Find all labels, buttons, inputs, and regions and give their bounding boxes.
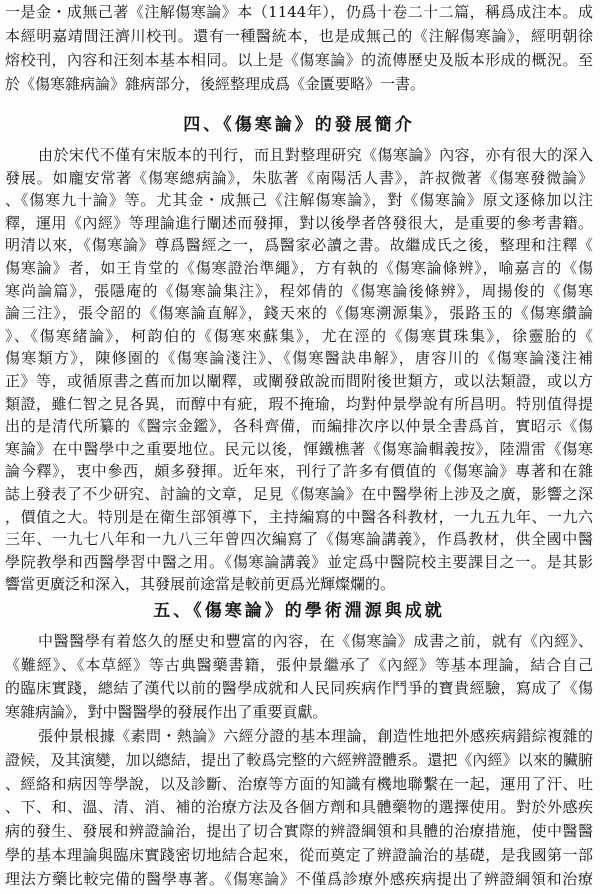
text-line: 寒尚論篇》，張隱庵的《傷寒論集注》，程郊倩的《傷寒論後條辨》，周揚俊的《傷寒 — [5, 281, 593, 300]
text-line: 三年、一九七八年和一九八三年曾四次編寫了《傷寒論講義》，作爲教材，供全國中醫 — [5, 530, 593, 549]
section-five-body — [5, 626, 593, 892]
text-line: 證候，及其演變，加以總結，提出了較爲完整的六經辨證體系。還把《內經》以來的臟腑 — [5, 750, 593, 769]
text-line: 病的發生、發展和辨證論治，提出了切合實際的辨證綱領和具體的治療措施，使中醫醫 — [5, 822, 593, 841]
text-line: 熔校刊，內容和汪刻本基本相同。以上是《傷寒論》的流傳歷史及版本形成的概況。至 — [5, 51, 593, 69]
text-line: 正》等，或循原書之舊而加以闡釋，或闡發啟說而間附後世類方，或以法類證，或以方 — [5, 371, 593, 390]
text-line: 發展。如龐安常著《傷寒總病論》，朱肱著《南陽活人書》，許叔微著《傷寒發微論》 — [5, 168, 593, 187]
text-line: 《難經》、《本草經》等古典醫藥書籍，張仲景繼承了《內經》等基本理論，結合自己 — [5, 655, 593, 674]
text-line: 釋，運用《內經》等理論進行闡述而發揮，對以後學者啓發很大，是重要的參考書籍。 — [5, 213, 593, 232]
text-line: 寒雜病論》，對中醫醫學的發展作出了重要貢獻。 — [5, 703, 328, 722]
text-line: 響當更廣泛和深入，其發展前途當是較前更爲光輝燦爛的。 — [5, 575, 396, 594]
text-line: 中醫醫學有着悠久的歷史和豐富的內容，在《傷寒論》成書之前，就有《內經》、 — [38, 631, 593, 650]
text-line: 明清以來，《傷寒論》尊爲醫經之一，爲醫家必讀之書。故繼成氏之後，整理和注釋《 — [5, 236, 593, 255]
text-line: 一是金・成無己著《注解傷寒論》本（1144年），仍爲十卷二十二篇，稱爲成注本。成 — [5, 3, 593, 21]
text-line: 傷寒論》者，如王肯堂的《傷寒證治準繩》，方有執的《傷寒論條辨》，喻嘉言的《傷 — [5, 258, 593, 277]
text-line: 、經絡和病因等學說，以及診斷、治療等方面的知識有機地聯繫在一起，運用了汗、吐 — [5, 774, 593, 793]
text-line: 學的基本理論與臨床實踐密切地結合起來，從而奠定了辨證論治的基礎，是我國第一部 — [5, 846, 593, 865]
text-line: 類證，雖仁智之見各異，而醇中有疵，瑕不掩瑜，均對仲景學說有所昌明。特別值得提 — [5, 394, 593, 413]
text-line: 誌上發表了不少研究、討論的文章，足見《傷寒論》在中醫學術上涉及之廣，影響之深 — [5, 484, 593, 503]
text-line: 論今釋》，衷中參西，頗多發揮。近年來，刊行了許多有價值的《傷寒論》專著和在雜 — [5, 462, 593, 481]
section-five-paragraph-2 — [5, 725, 593, 892]
text-line: 、下、和、溫、清、消、補的治療方法及各個方劑和具體藥物的選擇使用。對於外感疾 — [5, 798, 593, 817]
text-line: 出的是清代所纂的《醫宗金鑑》，各科齊備，而編排次序以仲景全書爲首，實昭示《傷 — [5, 417, 593, 436]
text-line: 傷寒類方》，陳修園的《傷寒論淺注》、《傷寒醫訣串解》，唐容川的《傷寒論淺注補 — [5, 349, 593, 368]
text-line: 張仲景根據《素問・熱論》六經分證的基本理論，創造性地把外感疾病錯綜複雜的 — [38, 727, 593, 746]
text-line: 於《傷寒雜病論》雜病部分，後經整理成爲《金匱要略》一書。 — [5, 75, 426, 93]
section-five-heading: 五、《傷寒論》的學術淵源與成就 — [153, 600, 445, 621]
text-line: 由於宋代不僅有宋版本的刊行，而且對整理研究《傷寒論》內容，亦有很大的深入 — [38, 146, 593, 164]
intro-paragraph — [5, 0, 593, 96]
section-five-paragraph-1 — [5, 630, 593, 725]
text-line: 論三注》，張令韶的《傷寒論直解》，錢天來的《傷寒溯源集》，張路玉的《傷寒纘論 — [5, 304, 593, 323]
text-line: 學院教學和西醫學習中醫之用。《傷寒論講義》並定爲中醫院校主要課目之一。是其影 — [5, 552, 593, 571]
text-line: ，價值之大。特別是在衛生部領導下，主持編寫的中醫各科教材，一九五九年、一九六 — [5, 507, 593, 526]
text-line: 、《傷寒九十論》等。尤其金・成無己《注解傷寒論》，對《傷寒論》原文逐條加以注 — [5, 191, 593, 210]
section-four-paragraph — [5, 140, 593, 596]
text-line: 理法方藥比較完備的醫學專著。《傷寒論》不僅爲診療外感疾病提出了辨證綱領和治療 — [5, 869, 593, 888]
text-line: 》、《傷寒緒論》，柯韵伯的《傷寒來蘇集》，尤在涇的《傷寒貫珠集》，徐靈胎的《 — [5, 326, 593, 345]
text-line: 的臨床實踐，總結了漢代以前的醫學成就和人民同疾病作鬥爭的寶貴經驗，寫成了《傷 — [5, 679, 593, 698]
section-four-heading: 四、《傷寒論》的發展簡介 — [183, 115, 415, 135]
text-line: 本經明嘉靖間汪濟川校刊。還有一種醫統本，也是成無己的《注解傷寒論》，經明朝徐 — [5, 27, 593, 45]
text-line: 寒論》在中醫學中之重要地位。民元以後，惲鐵樵著《傷寒論輯義按》，陸淵雷《傷寒 — [5, 439, 593, 458]
